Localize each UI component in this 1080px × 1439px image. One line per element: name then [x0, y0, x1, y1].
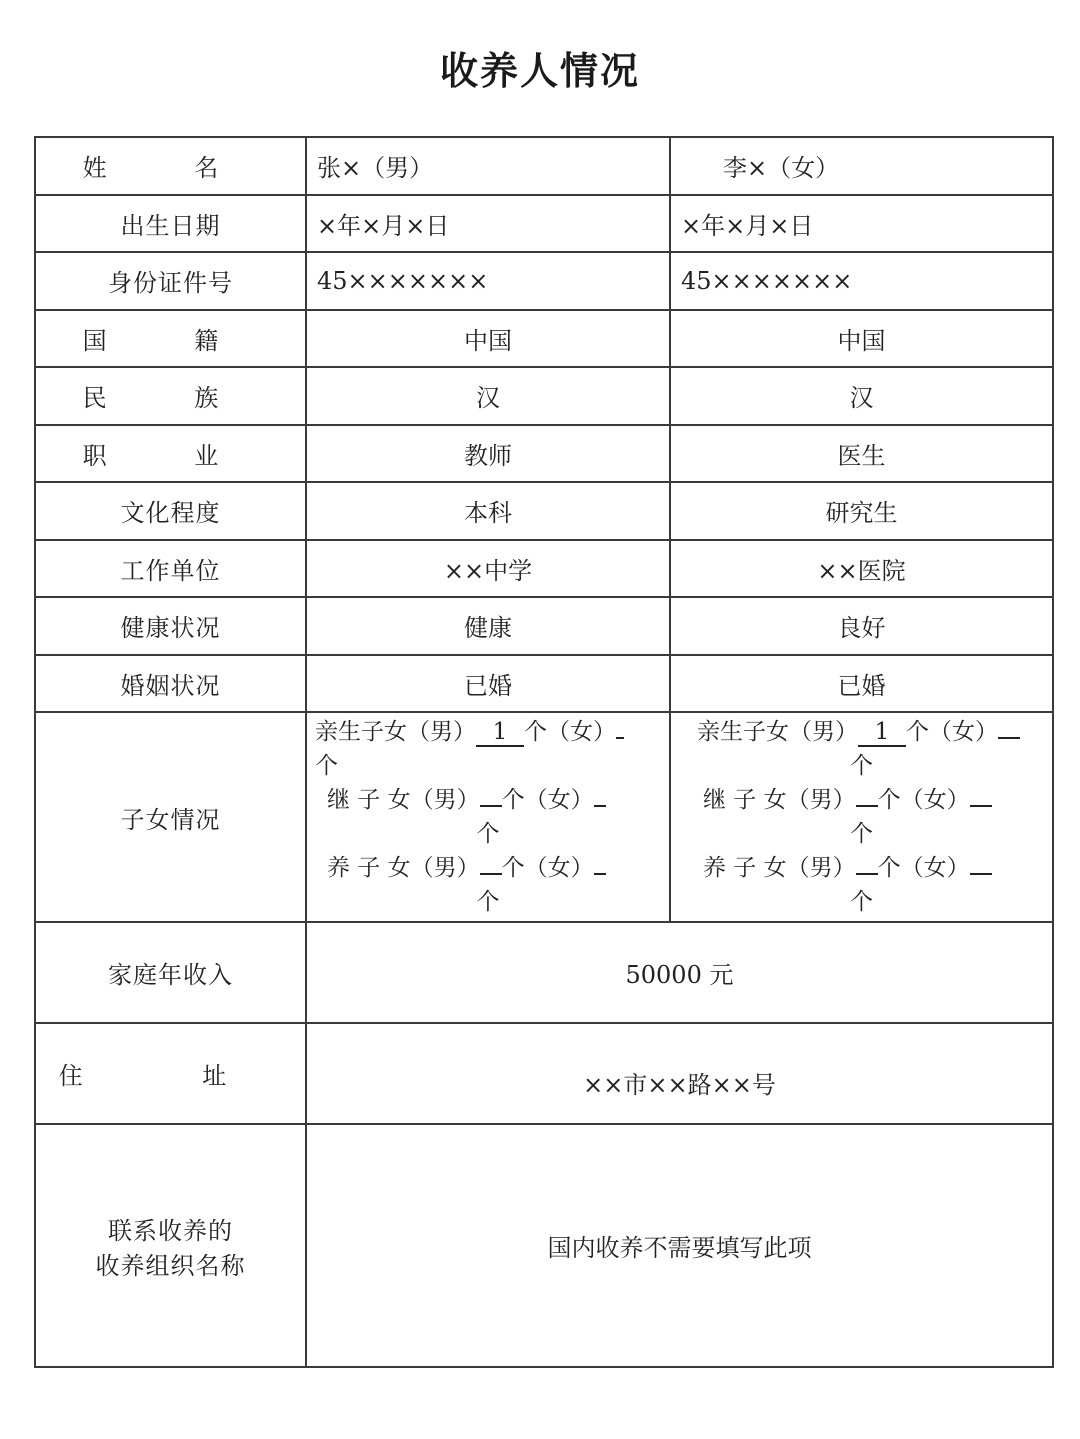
label-health: 健康状况 [35, 597, 306, 655]
row-marriage [35, 655, 1053, 713]
row-org [35, 1124, 1053, 1367]
label-workplace: 工作单位 [35, 540, 306, 598]
label-income: 家庭年收入 [35, 922, 306, 1023]
value-birth-a: ×年×月×日 [306, 195, 670, 253]
row-nationality [35, 310, 1053, 368]
adopter-info-table [34, 136, 1054, 1368]
value-health-b: 良好 [670, 597, 1053, 655]
row-health [35, 597, 1053, 655]
row-ethnicity [35, 367, 1053, 425]
blank-b-bio-male: 1 [858, 719, 906, 747]
value-name-b: 李×（女） [670, 137, 1053, 195]
label-org: 联系收养的 收养组织名称 [35, 1124, 306, 1367]
row-name [35, 137, 1053, 195]
value-nationality-a: 中国 [306, 310, 670, 368]
value-workplace-b: ××医院 [670, 540, 1053, 598]
label-ethnicity: 民 族 [35, 367, 306, 425]
value-id-b: 45××××××× [670, 252, 1053, 310]
row-children [35, 712, 1053, 922]
page-title: 收养人情况 [439, 48, 640, 93]
label-id: 身份证件号 [35, 252, 306, 310]
value-health-a: 健康 [306, 597, 670, 655]
value-occupation-a: 教师 [306, 425, 670, 483]
row-income [35, 922, 1053, 1023]
value-birth-b: ×年×月×日 [670, 195, 1053, 253]
value-marriage-b: 已婚 [670, 655, 1053, 713]
blank-a-bio-male: 1 [476, 719, 524, 747]
children-a: 亲生子女（男） 1 个（女） 个 继 子 女（男） 个（女） 个 养 子 女（男） 个（女） 个 [306, 712, 670, 922]
label-marriage: 婚姻状况 [35, 655, 306, 713]
label-address: 住 址 [35, 1023, 306, 1124]
row-id [35, 252, 1053, 310]
value-name-a: 张×（男） [306, 137, 670, 195]
value-address: ××市××路××号 [306, 1023, 1053, 1124]
row-birth [35, 195, 1053, 253]
label-birth: 出生日期 [35, 195, 306, 253]
label-nationality: 国 籍 [35, 310, 306, 368]
value-marriage-a: 已婚 [306, 655, 670, 713]
row-occupation [35, 425, 1053, 483]
value-workplace-a: ××中学 [306, 540, 670, 598]
row-address [35, 1023, 1053, 1124]
children-b: 亲生子女（男） 1 个（女） 个 继 子 女（男） 个（女） 个 养 子 女（男） 个（女） 个 [670, 712, 1053, 922]
value-id-a: 45××××××× [306, 252, 670, 310]
row-workplace [35, 540, 1053, 598]
value-nationality-b: 中国 [670, 310, 1053, 368]
value-ethnicity-a: 汉 [306, 367, 670, 425]
label-education: 文化程度 [35, 482, 306, 540]
value-occupation-b: 医生 [670, 425, 1053, 483]
value-ethnicity-b: 汉 [670, 367, 1053, 425]
value-education-b: 研究生 [670, 482, 1053, 540]
row-education [35, 482, 1053, 540]
label-occupation: 职 业 [35, 425, 306, 483]
label-children: 子女情况 [35, 712, 306, 922]
value-income: 50000 元 [306, 922, 1053, 1023]
value-education-a: 本科 [306, 482, 670, 540]
label-name: 姓 名 [35, 137, 306, 195]
value-org: 国内收养不需要填写此项 [306, 1124, 1053, 1367]
